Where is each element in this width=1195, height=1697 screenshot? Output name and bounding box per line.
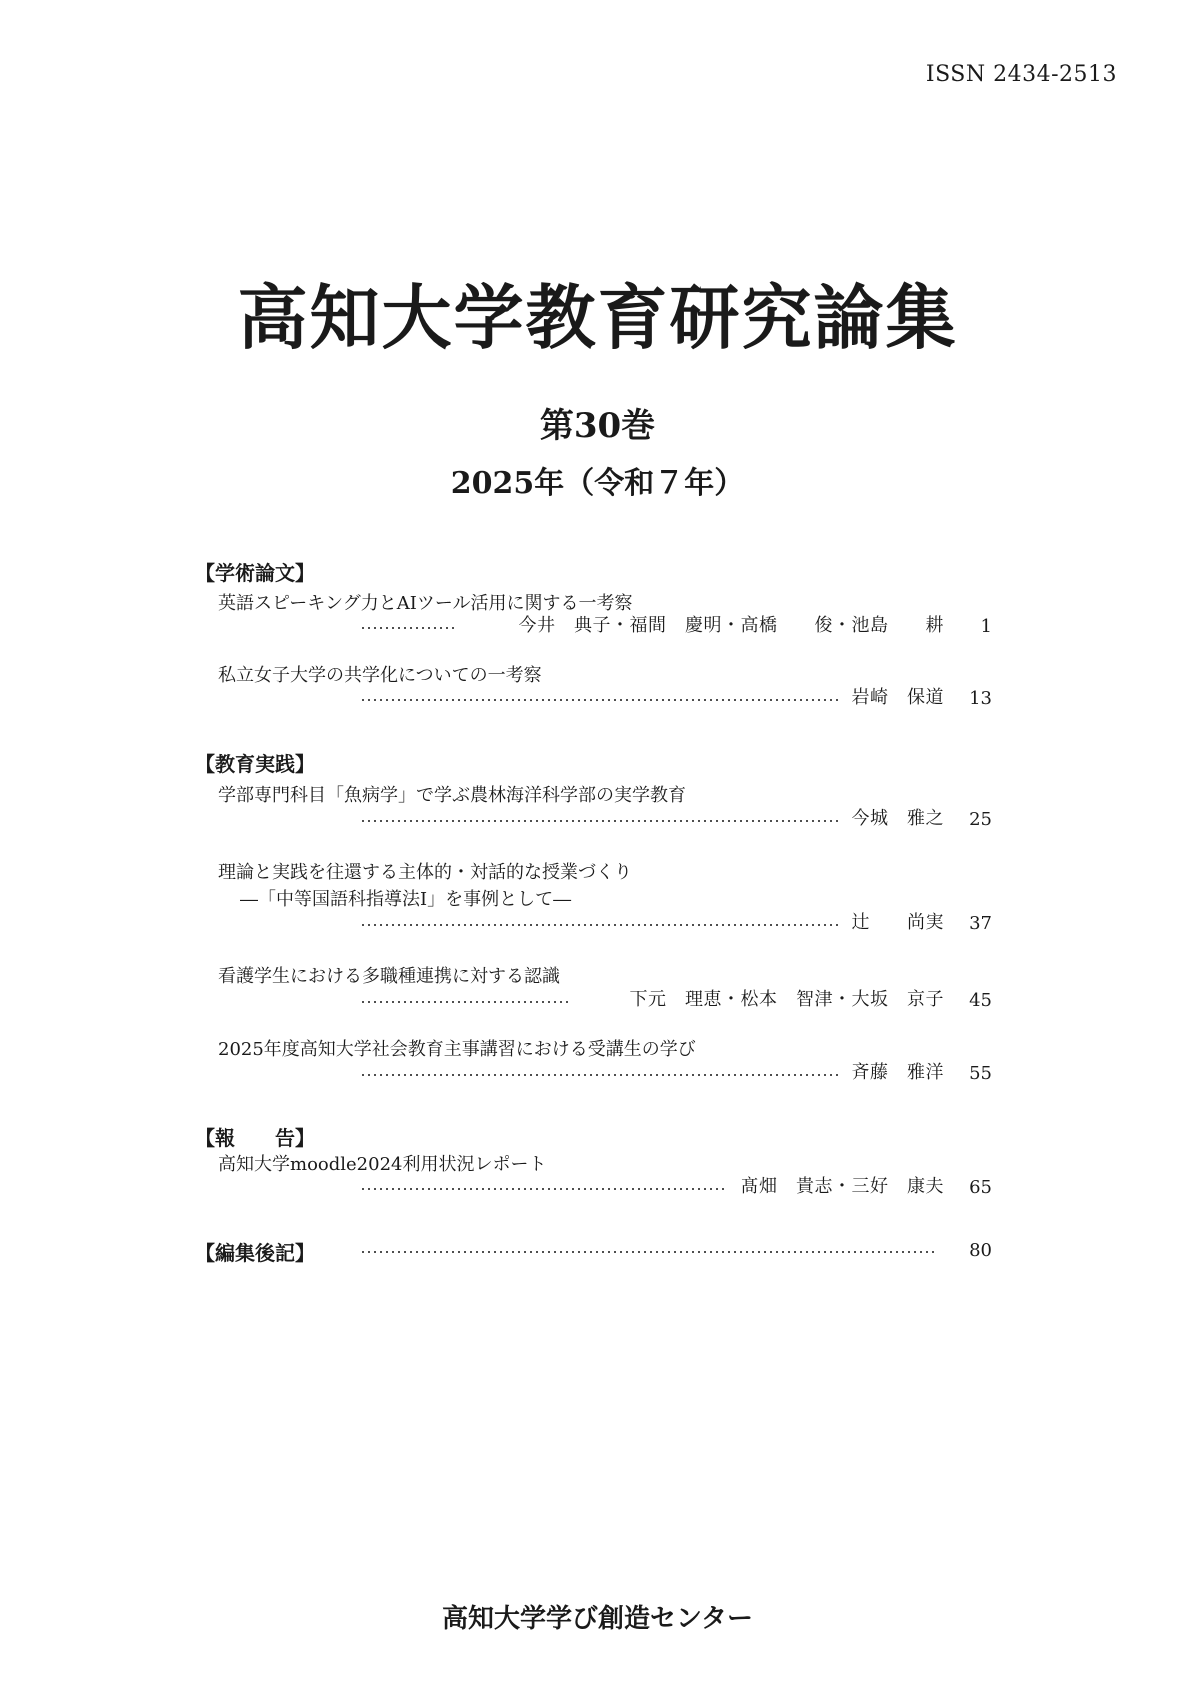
dot-leader [360,1072,838,1078]
entry-page-number: 25 [969,809,992,830]
entry-title[interactable]: 私立女子大学の共学化についての一考察 [218,665,542,686]
dot-leader [360,625,456,631]
dot-leader [360,999,570,1005]
entry-title[interactable]: 学部専門科目「魚病学」で学ぶ農林海洋科学部の実学教育 [218,785,686,806]
toc-line [360,1174,992,1198]
entry-title[interactable]: 2025年度高知大学社会教育主事講習における受講生の学び [218,1039,696,1060]
publisher-name: 高知大学学び創造センター [442,1604,753,1634]
section-heading-report: 【報 告】 [195,1126,315,1150]
toc-line [360,806,992,830]
entry-title[interactable]: 高知大学moodle2024利用状況レポート [218,1154,547,1175]
entry-page-number: 55 [969,1063,992,1084]
entry-page-number: 65 [969,1177,992,1198]
entry-page-number: 37 [969,913,992,934]
dot-leader [360,1249,938,1255]
entry-page-number: 80 [969,1240,992,1261]
entry-title[interactable]: 理論と実践を往還する主体的・対話的な授業づくり [218,862,632,883]
entry-authors: 髙畑 貴志・三好 康夫 [740,1176,944,1197]
publication-year: 2025年（令和７年） [450,466,745,501]
dot-leader [360,922,838,928]
entry-authors: 岩崎 保道 [851,687,944,708]
entry-authors: 今井 典子・福間 慶明・高橋 俊・池島 耕 [518,615,944,636]
section-heading-practice: 【教育実践】 [195,752,315,776]
issn-number: ISSN 2434-2513 [925,62,1117,87]
toc-line [360,910,992,934]
entry-title[interactable]: 看護学生における多職種連携に対する認識 [218,966,560,987]
entry-authors: 辻 尚実 [851,912,944,933]
entry-title[interactable]: 英語スピーキング力とAIツール活用に関する一考察 [218,593,633,614]
dot-leader [360,1186,727,1192]
toc-line [360,1060,992,1084]
entry-authors: 今城 雅之 [851,808,944,829]
entry-authors: 斉藤 雅洋 [851,1062,944,1083]
entry-page-number: 13 [969,688,992,709]
toc-line [360,613,992,637]
entry-page-number: 1 [980,616,992,637]
dot-leader [360,818,838,824]
entry-page-number: 45 [969,990,992,1011]
toc-line [360,685,992,709]
toc-line [360,1237,992,1261]
section-heading-academic: 【学術論文】 [195,561,315,585]
entry-authors: 下元 理恵・松本 智津・大坂 京子 [629,989,944,1010]
section-heading-editorial[interactable]: 【編集後記】 [195,1241,315,1265]
toc-line [360,987,992,1011]
entry-subtitle: ―「中等国語科指導法Ⅰ」を事例として― [240,889,572,910]
dot-leader [360,697,838,703]
volume-number: 第30巻 [539,406,656,446]
journal-title: 高知大学教育研究論集 [237,277,958,359]
